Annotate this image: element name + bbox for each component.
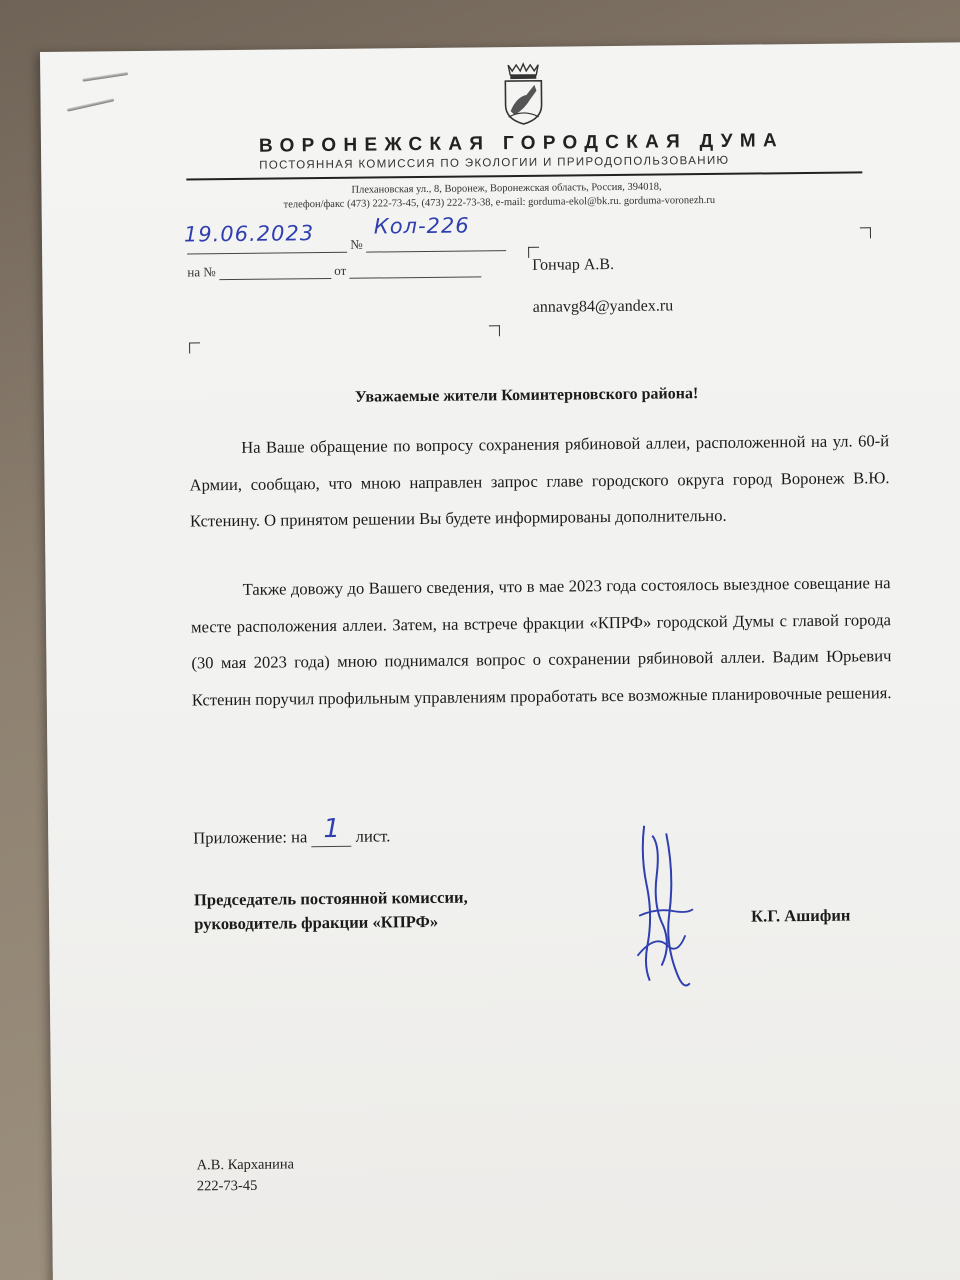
letter-sheet xyxy=(40,42,960,1280)
handwritten-date: 19.06.2023 xyxy=(183,221,315,247)
appendix-line xyxy=(193,813,391,848)
executor-info xyxy=(197,1154,295,1197)
recipient-name: Гончар А.В. xyxy=(532,256,615,274)
organization-name: ВОРОНЕЖСКАЯ ГОРОДСКАЯ ДУМА xyxy=(258,130,785,157)
handwritten-signature-icon xyxy=(626,815,708,996)
handwritten-appendix-count: 1 xyxy=(323,813,341,845)
handwritten-number: Кол-226 xyxy=(373,213,470,239)
commission-name: ПОСТОЯННАЯ КОМИССИЯ ПО ЭКОЛОГИИ И ПРИРОДОПОЛЬЗОВАНИЮ xyxy=(259,154,730,172)
address-corner-mark xyxy=(860,227,871,238)
letterhead-contacts: телефон/факс (473) 222-73-45, (473) 222-73-38, e-mail: gorduma-ekol@bk.ru. gorduma-voronezh.ru xyxy=(283,194,716,211)
reply-label: на № xyxy=(187,264,216,280)
letterhead-address: Плехановская ул., 8, Воронеж, Воронежская область, Россия, 394018, xyxy=(351,181,662,196)
outgoing-number-field xyxy=(366,236,506,252)
salutation: Уважаемые жители Коминтерновского района! xyxy=(354,385,699,406)
city-coat-of-arms-icon xyxy=(500,61,547,127)
appendix-count-field xyxy=(311,813,351,847)
signatory-name: К.Г. Ашифин xyxy=(750,905,851,926)
staple xyxy=(82,72,128,82)
signatory-title-line: Председатель постоянной комиссии, xyxy=(193,887,468,910)
subject-corner-mark xyxy=(489,325,500,336)
appendix-prefix: Приложение: на xyxy=(193,827,308,848)
body-paragraph: На Ваше обращение по вопросу сохранения рябиновой аллеи, расположенной на ул. 60-й Армии, сообщаю, что мною направлен запрос главе городского округа город Воронеж В.Ю. Кстенину. О принятом решении Вы будете информированы дополнительно. xyxy=(189,431,890,531)
subject-corner-mark xyxy=(189,342,200,353)
reply-number-field xyxy=(219,264,331,280)
reply-registration xyxy=(187,261,481,280)
signatory-title-line: руководитель фракции «КПРФ» xyxy=(194,911,439,934)
reply-date-field xyxy=(349,262,481,278)
letterhead-divider xyxy=(186,171,862,180)
number-label: № xyxy=(350,236,363,252)
appendix-suffix: лист. xyxy=(355,826,391,846)
staple xyxy=(67,98,114,111)
signatory-title xyxy=(194,886,468,937)
executor-phone: 222-73-45 xyxy=(196,1177,258,1195)
body-paragraph: Также довожу до Вашего сведения, что в мае 2023 года состоялось выездное совещание на месте расположения аллеи. Затем, на встрече фракции «КПРФ» городской Думы с главой города (30 мая 2023 года) мною поднимался вопрос о сохранении рябиновой аллеи. Вадим Юрьевич Кстенин поручил профильным управлениям проработать все возможные планировочные решения. xyxy=(190,573,892,709)
from-label: от xyxy=(334,262,347,278)
recipient-email: annavg84@yandex.ru xyxy=(532,297,674,316)
executor-name: А.В. Карханина xyxy=(196,1156,295,1174)
